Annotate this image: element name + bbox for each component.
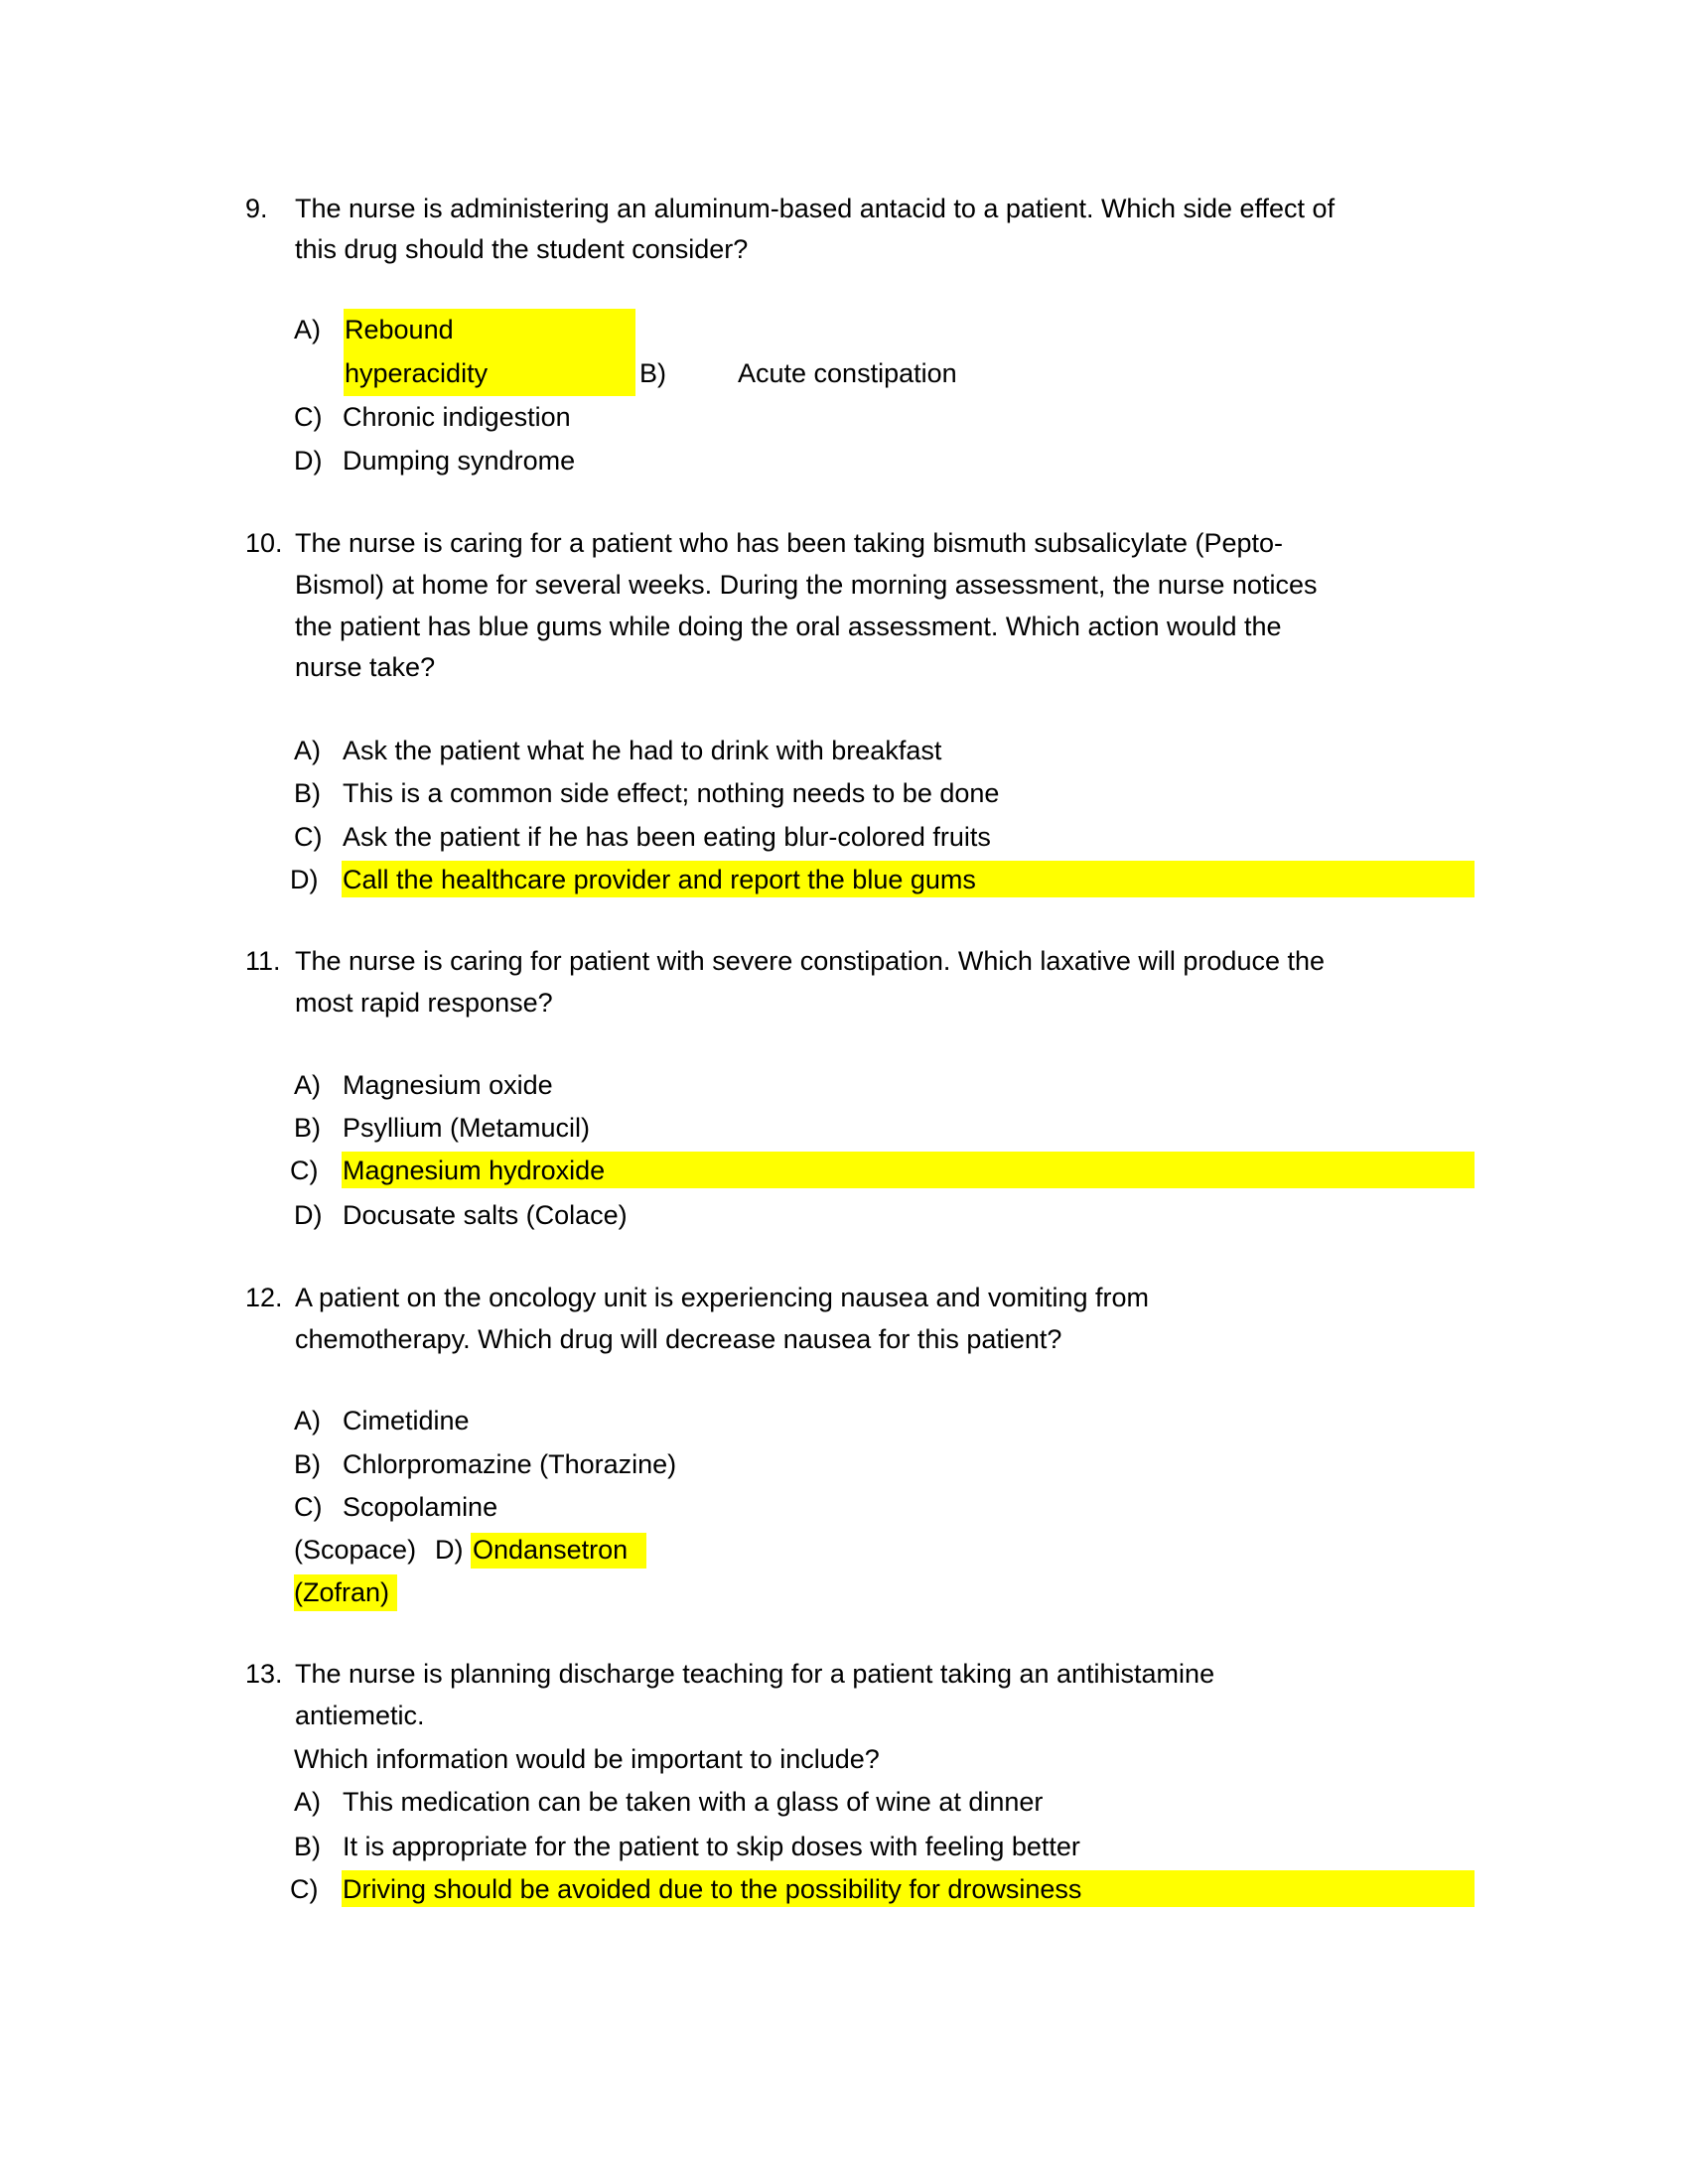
question-text: The nurse is administering an aluminum-based antacid to a patient. Which side effect of <box>295 194 1336 223</box>
question-number: 11. <box>245 946 281 976</box>
option-text: Psyllium (Metamucil) <box>343 1113 591 1143</box>
question-text: Which information would be important to include? <box>294 1744 880 1774</box>
question-text: A patient on the oncology unit is experiencing nausea and vomiting from <box>295 1283 1150 1312</box>
question-text: Bismol) at home for several weeks. During the morning assessment, the nurse notices <box>295 570 1318 600</box>
question-text: The nurse is caring for a patient who has been taking bismuth subsalicylate (Pepto- <box>295 528 1284 558</box>
option-text: Magnesium oxide <box>343 1070 553 1100</box>
option-letter: A) <box>294 315 321 344</box>
option-text: Driving should be avoided due to the possibility for drowsiness <box>343 1874 1082 1904</box>
question-text: the patient has blue gums while doing the oral assessment. Which action would the <box>295 612 1282 641</box>
option-text: Acute constipation <box>738 358 957 388</box>
option-text: Chronic indigestion <box>343 402 571 432</box>
option-letter: C) <box>294 402 323 432</box>
option-letter: D) <box>290 865 319 894</box>
option-text: This is a common side effect; nothing needs to be done <box>343 778 1000 808</box>
question-number: 13. <box>245 1659 283 1689</box>
question-number: 9. <box>245 194 268 223</box>
question-text: most rapid response? <box>295 988 553 1018</box>
option-text: Scopolamine <box>343 1492 498 1522</box>
option-text: Magnesium hydroxide <box>343 1156 606 1185</box>
question-text: antiemetic. <box>295 1701 425 1730</box>
option-text: (Zofran) <box>294 1577 390 1607</box>
option-text: It is appropriate for the patient to skip doses with feeling better <box>343 1832 1080 1861</box>
option-letter: B) <box>294 1832 321 1861</box>
option-letter: D) <box>435 1535 464 1565</box>
option-text: Ondansetron <box>473 1535 629 1565</box>
option-letter: D) <box>294 1200 323 1230</box>
option-text: Rebound <box>345 315 454 344</box>
option-text: Chlorpromazine (Thorazine) <box>343 1449 677 1479</box>
question-text: nurse take? <box>295 652 436 682</box>
option-letter: C) <box>294 1492 323 1522</box>
option-text: hyperacidity <box>345 358 489 388</box>
option-letter: B) <box>294 778 321 808</box>
option-letter: B) <box>639 358 666 388</box>
question-text: The nurse is caring for patient with severe constipation. Which laxative will produce the <box>295 946 1326 976</box>
option-letter: C) <box>290 1156 319 1185</box>
option-text: (Scopace) <box>294 1535 417 1565</box>
option-text: Call the healthcare provider and report the blue gums <box>343 865 976 894</box>
option-text: Cimetidine <box>343 1406 470 1435</box>
question-text: chemotherapy. Which drug will decrease nausea for this patient? <box>295 1324 1062 1354</box>
question-text: The nurse is planning discharge teaching for a patient taking an antihistamine <box>295 1659 1215 1689</box>
question-text: this drug should the student consider? <box>295 234 749 264</box>
question-number: 12. <box>245 1283 283 1312</box>
option-text: Ask the patient what he had to drink with breakfast <box>343 736 942 765</box>
option-letter: A) <box>294 736 321 765</box>
option-letter: B) <box>294 1113 321 1143</box>
option-letter: A) <box>294 1406 321 1435</box>
option-text: Docusate salts (Colace) <box>343 1200 628 1230</box>
option-letter: D) <box>294 446 323 476</box>
option-letter: B) <box>294 1449 321 1479</box>
option-text: This medication can be taken with a glass of wine at dinner <box>343 1787 1044 1817</box>
option-letter: A) <box>294 1070 321 1100</box>
option-letter: A) <box>294 1787 321 1817</box>
question-number: 10. <box>245 528 283 558</box>
option-text: Dumping syndrome <box>343 446 576 476</box>
option-letter: C) <box>294 822 323 852</box>
option-text: Ask the patient if he has been eating blur-colored fruits <box>343 822 991 852</box>
option-letter: C) <box>290 1874 319 1904</box>
